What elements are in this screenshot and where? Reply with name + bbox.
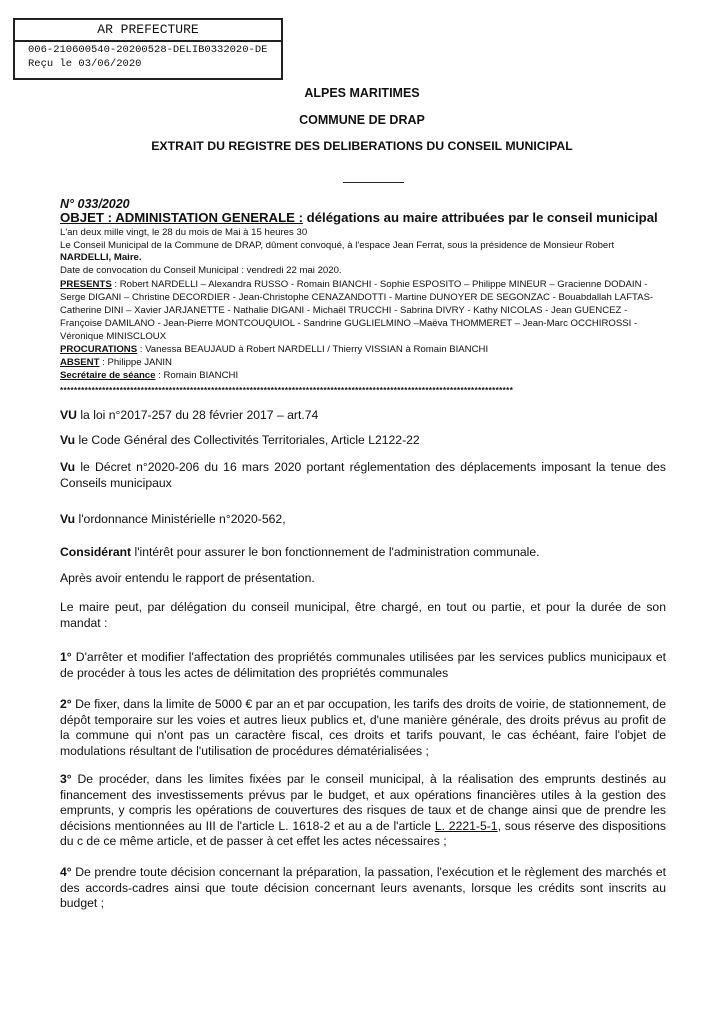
vu-lead: Vu (60, 433, 76, 447)
register-title: EXTRAIT DU REGISTRE DES DELIBERATIONS DU CONSEIL MUNICIPAL (151, 139, 573, 153)
present-label: PRESENTS (60, 279, 112, 290)
delegation-item-1 (60, 650, 666, 681)
item-text-part-a: De procéder, dans les limites fixées par le conseil municipal, à la réalisation des emprunts destinés au financement des investissements prévus par le budget, et aux opérations financières utiles à la gestion des emprunts, y compris les opérations de couvertures des risques de taux et de change ainsi que de prendre les décisions mentionnées au III de l'article L. 1618-2 et au a de l'article (60, 772, 666, 833)
present-line-3: Catherine DINI – Xavier JARJANETTE - Nathalie DIGANI - Michaël TRUCCHI - Sabrina DIVRY - Kathy NICOLAS - Jean GUENCEZ - (60, 305, 628, 316)
considering-paragraph (60, 545, 666, 561)
convocation-date: Date de convocation du Conseil Municipal : vendredi 22 mai 2020. (60, 265, 342, 276)
item-text: De fixer, dans la limite de 5000 € par an et par occupation, les tarifs des droits de voirie, de stationnement, de dépôt temporaire sur les voies et autres lieux publics et, d'une manière générale, des droits prévus au profit de la commune qui n'ont pas un caractère fiscal, ces droits et tarifs pouvant, le cas échéant, faire l'objet de modulations résultant de l'utilisation de procédures dématérialisées ; (60, 697, 666, 758)
commune-title: COMMUNE DE DRAP (299, 113, 425, 127)
object-label: OBJET : ADMINISTATION GENERALE : (60, 210, 303, 225)
item-number: 2° (60, 697, 72, 711)
item-text: De prendre toute décision concernant la préparation, la passation, l'exécution et le règlement des marchés et des accords-cadres ainsi que toute décision concernant leurs avenants, lorsque les crédits sont inscrits au budget ; (60, 865, 666, 911)
secretary-line (60, 370, 238, 382)
delegation-item-3 (60, 772, 666, 850)
vu-lead: VU (60, 408, 77, 422)
article-reference-link: L. 2221-5-1 (434, 818, 498, 833)
vu-cgct (60, 433, 666, 449)
vu-lead: Vu (60, 512, 76, 526)
convened-line-2: NARDELLI, Maire. (60, 252, 142, 263)
vu-law-2017 (60, 408, 666, 424)
separator-stars: ********************************************************************************************************************************* (60, 386, 514, 395)
absent-line (60, 357, 172, 369)
item-number: 1° (60, 650, 72, 664)
delegation-item-2 (60, 697, 666, 759)
present-names-1: : Robert NARDELLI – Alexandra RUSSO - Romain BIANCHI - Sophie ESPOSITO – Philippe MINEUR – Gracienne DODAIN - (111, 279, 648, 290)
stamp-received-date: Reçu le 03/06/2020 (28, 58, 142, 70)
meeting-date-line: L'an deux mille vingt, le 28 du mois de Mai à 15 heures 30 (60, 227, 308, 238)
stamp-title: AR PREFECTURE (15, 20, 281, 42)
header-divider (343, 182, 404, 183)
after-hearing-paragraph: Après avoir entendu le rapport de présentation. (60, 571, 315, 585)
proxies-line (60, 344, 488, 356)
present-line-2: Serge DIGANI – Christine DECORDIER - Jean-Christophe CENAZANDOTTI - Martine DUNOYER DE SEGONZAC - Bouabdallah LAFTAS- (60, 292, 654, 303)
vu-text: la loi n°2017-257 du 28 février 2017 – art.74 (76, 408, 319, 422)
item-text-part-b: , sous réserve des dispositions du c de ce même article, et de passer à cet effet les actes nécessaires ; (60, 818, 666, 849)
deliberation-number: N° 033/2020 (60, 197, 130, 211)
vu-decree-2020 (60, 460, 666, 491)
vu-lead: Vu (60, 460, 76, 474)
present-line-4: Françoise DAMILANO - Jean-Pierre MONTCOUQUIOL - Sandrine GUGLIELMINO –Maëva THOMMERET – Jean-Marc OCCHIROSSI - (60, 318, 638, 329)
vu-text: le Décret n°2020-206 du 16 mars 2020 portant réglementation des déplacements imposant la tenue des Conseils municipaux (60, 460, 666, 490)
vu-ordinance (60, 512, 666, 528)
prefecture-stamp (13, 18, 283, 80)
department-title: ALPES MARITIMES (304, 86, 420, 100)
secretary-text: : Romain BIANCHI (155, 370, 239, 381)
object-text: délégations au maire attribuées par le conseil municipal (306, 210, 658, 225)
absent-label: ABSENT (60, 357, 100, 368)
present-line-1 (60, 279, 647, 291)
item-text: D'arrêter et modifier l'affectation des propriétés communales utilisées par les services publics municipaux et de procéder à tous les actes de délimitation des propriétés communales (60, 650, 666, 680)
proxies-label: PROCURATIONS (60, 344, 138, 355)
vu-text: l'ordonnance Ministérielle n°2020-562, (75, 512, 286, 526)
convened-line-1: Le Conseil Municipal de la Commune de DRAP, dûment convoqué, à l'espace Jean Ferrat, sous la présidence de Monsieur Robert (60, 240, 615, 251)
considering-text: l'intérêt pour assurer le bon fonctionnement de l'administration communale. (131, 545, 540, 559)
secretary-label: Secrétaire de séance (60, 370, 156, 381)
proxies-text: : Vanessa BEAUJAUD à Robert NARDELLI / Thierry VISSIAN à Romain BIANCHI (137, 344, 489, 355)
item-number: 4° (60, 865, 72, 879)
intro-paragraph: Le maire peut, par délégation du conseil municipal, être chargé, en tout ou partie, et pour la durée de son mandat : (60, 600, 666, 630)
present-line-5: Véronique MINISCLOUX (60, 331, 167, 342)
delegation-item-4 (60, 865, 666, 912)
item-number: 3° (60, 772, 72, 786)
considering-lead: Considérant (60, 545, 132, 559)
absent-text: : Philippe JANIN (99, 357, 172, 368)
vu-text: le Code Général des Collectivités Territoriales, Article L2122-22 (75, 433, 420, 447)
deliberation-object (60, 210, 658, 225)
stamp-reference: 006-210600540-20200528-DELIB0332020-DE (28, 44, 268, 56)
